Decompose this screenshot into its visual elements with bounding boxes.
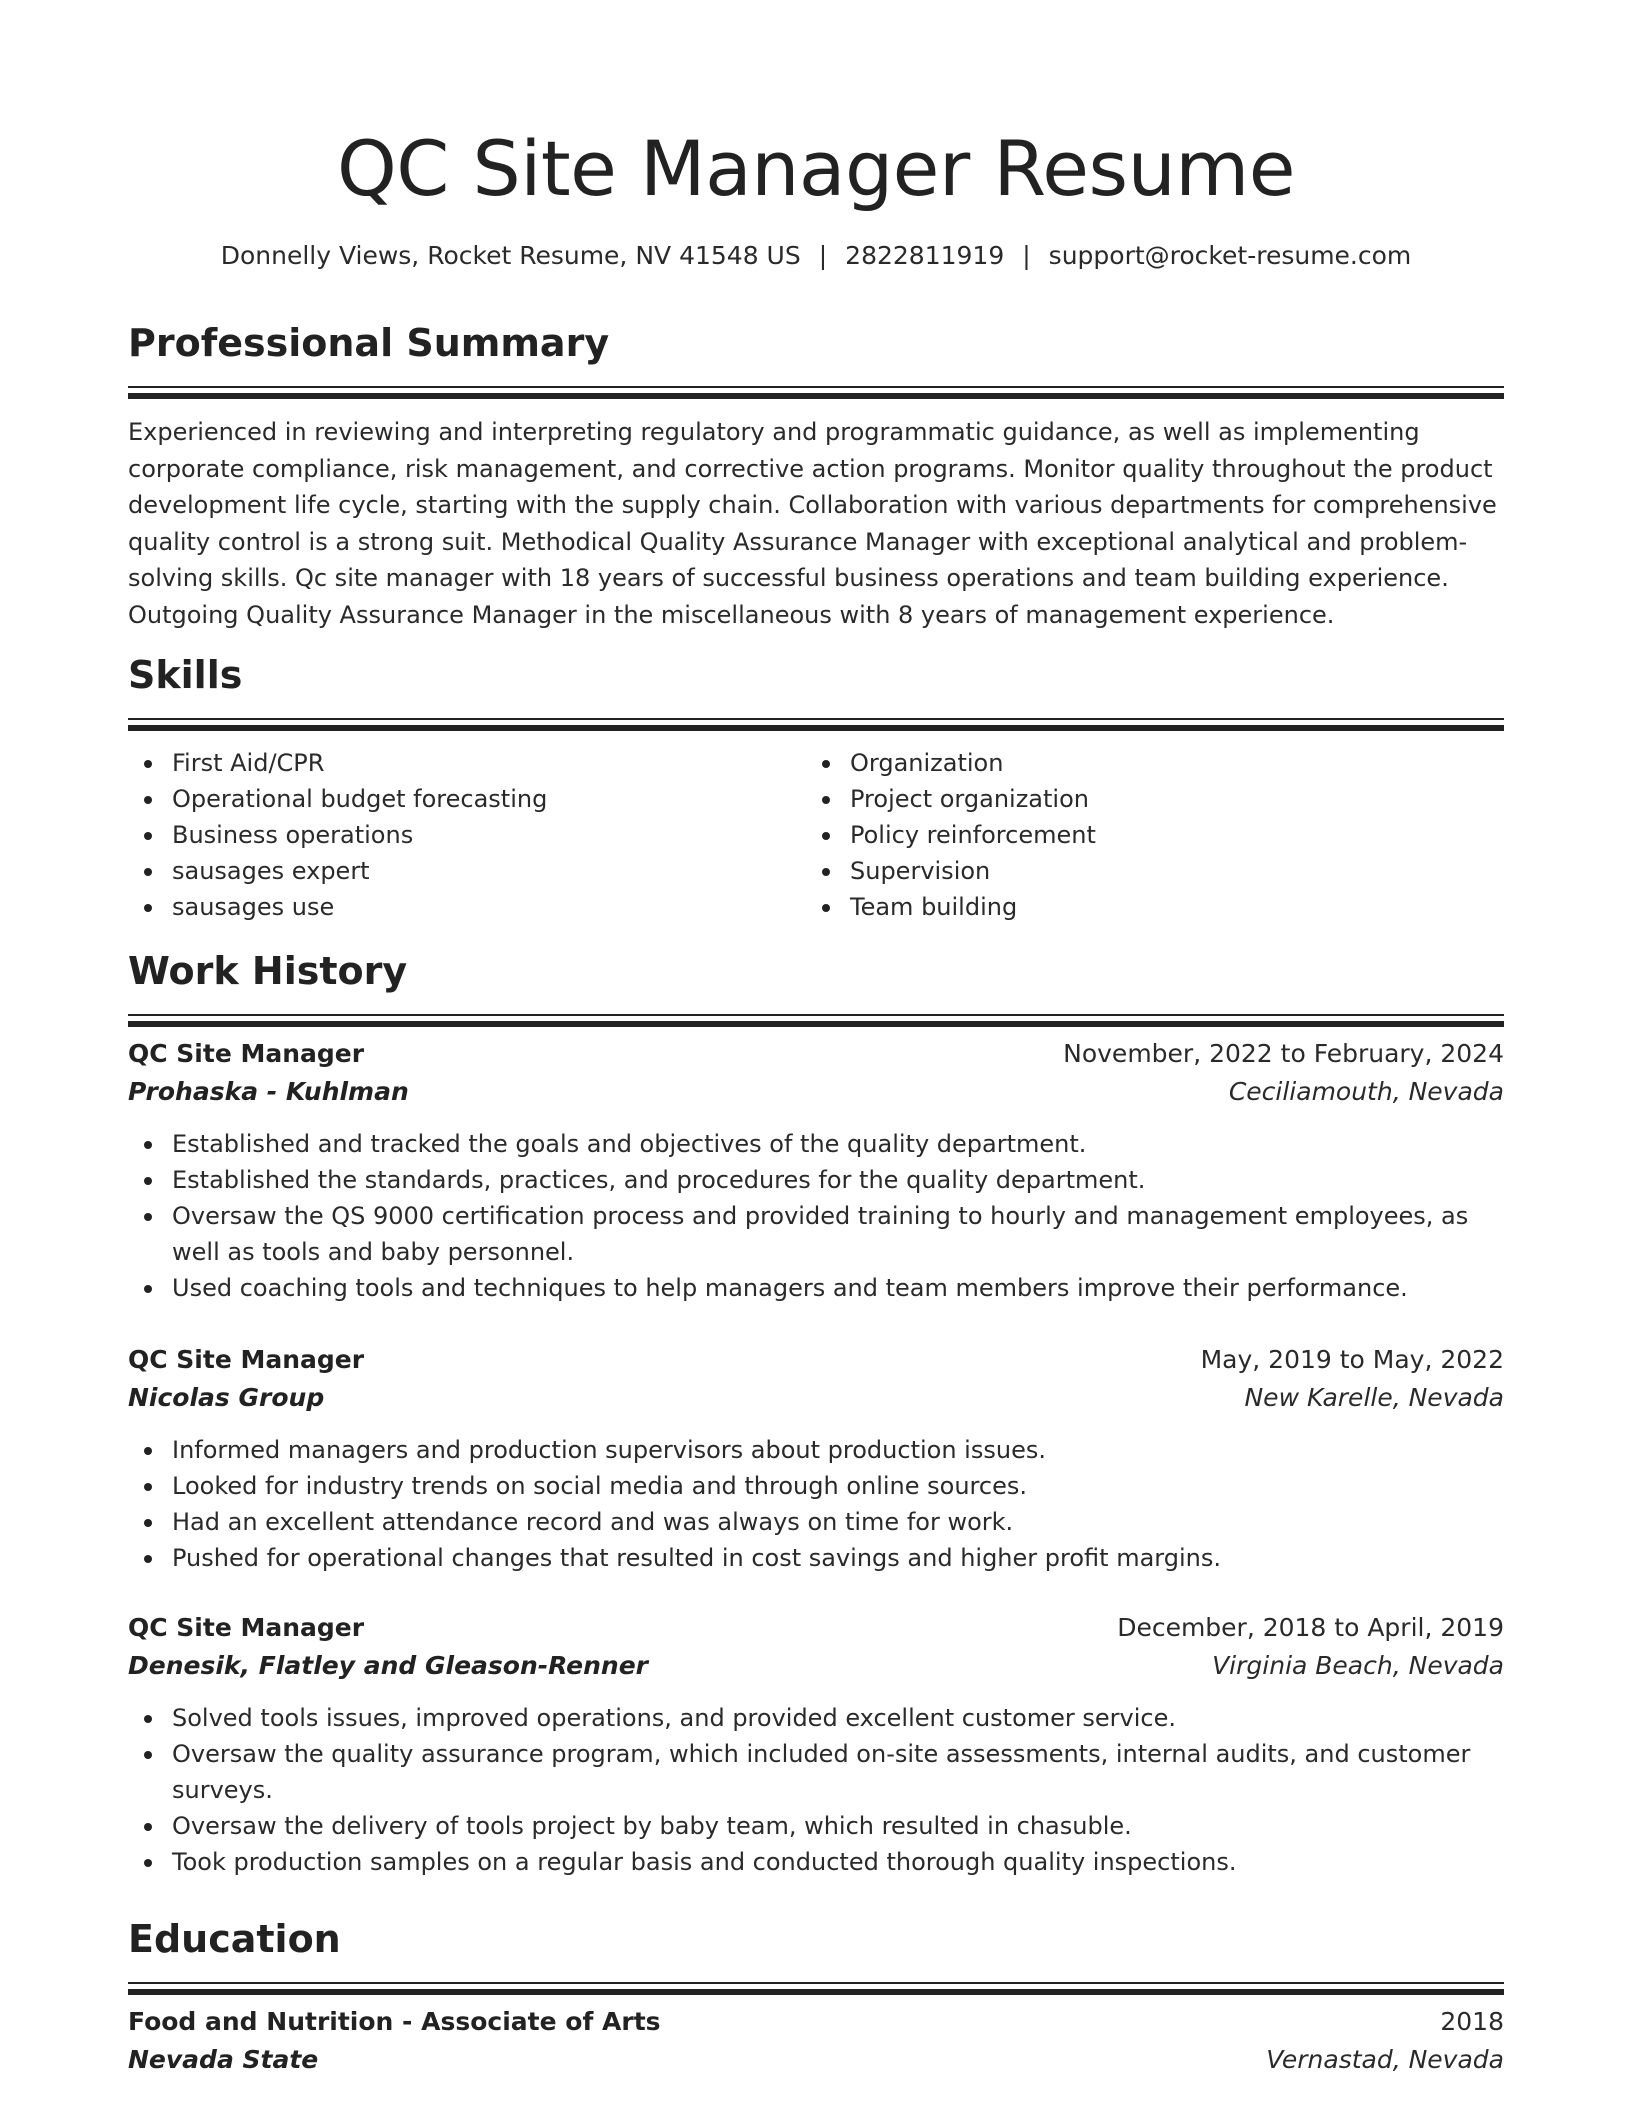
job-duty: Informed managers and production supervisors about production issues.	[172, 1432, 1504, 1468]
job-company: Nicolas Group	[128, 1383, 325, 1412]
skill-item: First Aid/CPR	[172, 745, 812, 781]
education-section	[128, 1914, 1504, 1995]
skills-list-right	[806, 745, 1490, 925]
job-company: Prohaska - Kuhlman	[128, 1077, 409, 1106]
education-location: Vernastad, Nevada	[1266, 2045, 1504, 2074]
job-location: New Karelle, Nevada	[1244, 1383, 1504, 1412]
job-entry	[128, 1036, 1504, 1306]
job-header	[128, 1036, 1504, 1074]
job-duty: Established and tracked the goals and objectives of the quality department.	[172, 1126, 1504, 1162]
skill-item: Business operations	[172, 817, 812, 853]
job-title: QC Site Manager	[128, 1345, 365, 1374]
skills-section	[128, 650, 1504, 925]
job-duty: Looked for industry trends on social media and through online sources.	[172, 1468, 1504, 1504]
job-dates: November, 2022 to February, 2024	[1063, 1039, 1504, 1068]
section-divider-thin	[128, 1014, 1504, 1016]
job-entry	[128, 1610, 1504, 1880]
contact-address: Donnelly Views, Rocket Resume, NV 41548 US	[220, 241, 801, 270]
education-entry	[128, 2004, 1504, 2080]
contact-line	[128, 238, 1504, 274]
section-divider-thick	[128, 1021, 1504, 1027]
work-history-heading: Work History	[128, 949, 408, 993]
job-duties	[128, 1432, 1504, 1576]
education-header	[128, 2004, 1504, 2042]
job-subheader	[128, 1648, 1504, 1686]
job-subheader	[128, 1074, 1504, 1112]
education-school: Nevada State	[128, 2045, 319, 2074]
contact-separator: |	[818, 241, 828, 270]
education-degree: Food and Nutrition - Associate of Arts	[128, 2007, 661, 2036]
job-duty: Took production samples on a regular basis and conducted thorough quality inspections.	[172, 1844, 1504, 1880]
summary-text: Experienced in reviewing and interpreting regulatory and programmatic guidance, as well as implementing corporate compliance, risk management, and corrective action programs. Monitor quality throughout the product development life cycle, starting with the supply chain. Collaboration with various departments for comprehensive quality control is a strong suit. Methodical Quality Assurance Manager with exceptional analytical and problem-solving skills. Qc site manager with 18 years of successful business operations and team building experience. Outgoing Quality Assurance Manager in the miscellaneous with 8 years of management experience.	[128, 418, 1497, 629]
skill-item: sausages use	[172, 889, 812, 925]
work-history-section	[128, 946, 1504, 1027]
job-duties	[128, 1126, 1504, 1306]
contact-email: support@rocket-resume.com	[1048, 241, 1412, 270]
page-title: QC Site Manager Resume	[336, 124, 1296, 213]
education-subheader	[128, 2042, 1504, 2080]
skill-item: sausages expert	[172, 853, 812, 889]
skill-item: Team building	[850, 889, 1490, 925]
education-heading: Education	[128, 1917, 341, 1961]
job-title: QC Site Manager	[128, 1039, 365, 1068]
job-duty: Used coaching tools and techniques to help managers and team members improve their performance.	[172, 1270, 1504, 1306]
job-header	[128, 1610, 1504, 1648]
skills-heading: Skills	[128, 653, 243, 697]
section-divider-thin	[128, 1982, 1504, 1984]
job-entry	[128, 1342, 1504, 1576]
skill-item: Policy reinforcement	[850, 817, 1490, 853]
education-year: 2018	[1440, 2007, 1504, 2036]
summary-heading: Professional Summary	[128, 321, 610, 365]
job-duty: Pushed for operational changes that resulted in cost savings and higher profit margins.	[172, 1540, 1504, 1576]
section-divider-thick	[128, 725, 1504, 731]
job-duty: Oversaw the QS 9000 certification process and provided training to hourly and management employees, as well as tools and baby personnel.	[172, 1198, 1504, 1270]
job-duty: Solved tools issues, improved operations, and provided excellent customer service.	[172, 1700, 1504, 1736]
skill-item: Supervision	[850, 853, 1490, 889]
job-location: Virginia Beach, Nevada	[1212, 1651, 1504, 1680]
job-dates: May, 2019 to May, 2022	[1200, 1345, 1504, 1374]
job-location: Ceciliamouth, Nevada	[1228, 1077, 1504, 1106]
job-duty: Established the standards, practices, and procedures for the quality department.	[172, 1162, 1504, 1198]
job-duty: Oversaw the delivery of tools project by baby team, which resulted in chasuble.	[172, 1808, 1504, 1844]
job-subheader	[128, 1380, 1504, 1418]
summary-section	[128, 318, 1504, 633]
skills-grid	[128, 745, 1504, 925]
job-header	[128, 1342, 1504, 1380]
skill-item: Organization	[850, 745, 1490, 781]
job-duty: Oversaw the quality assurance program, which included on-site assessments, internal audits, and customer surveys.	[172, 1736, 1504, 1808]
skill-item: Project organization	[850, 781, 1490, 817]
skill-item: Operational budget forecasting	[172, 781, 812, 817]
section-divider-thin	[128, 386, 1504, 388]
job-duty: Had an excellent attendance record and was always on time for work.	[172, 1504, 1504, 1540]
section-divider-thin	[128, 718, 1504, 720]
contact-separator: |	[1022, 241, 1031, 270]
section-divider-thick	[128, 1989, 1504, 1995]
job-title: QC Site Manager	[128, 1613, 365, 1642]
job-dates: December, 2018 to April, 2019	[1117, 1613, 1504, 1642]
job-company: Denesik, Flatley and Gleason-Renner	[128, 1651, 648, 1680]
contact-phone: 2822811919	[845, 241, 1005, 270]
skills-list-left	[128, 745, 812, 925]
job-duties	[128, 1700, 1504, 1880]
section-divider-thick	[128, 393, 1504, 399]
